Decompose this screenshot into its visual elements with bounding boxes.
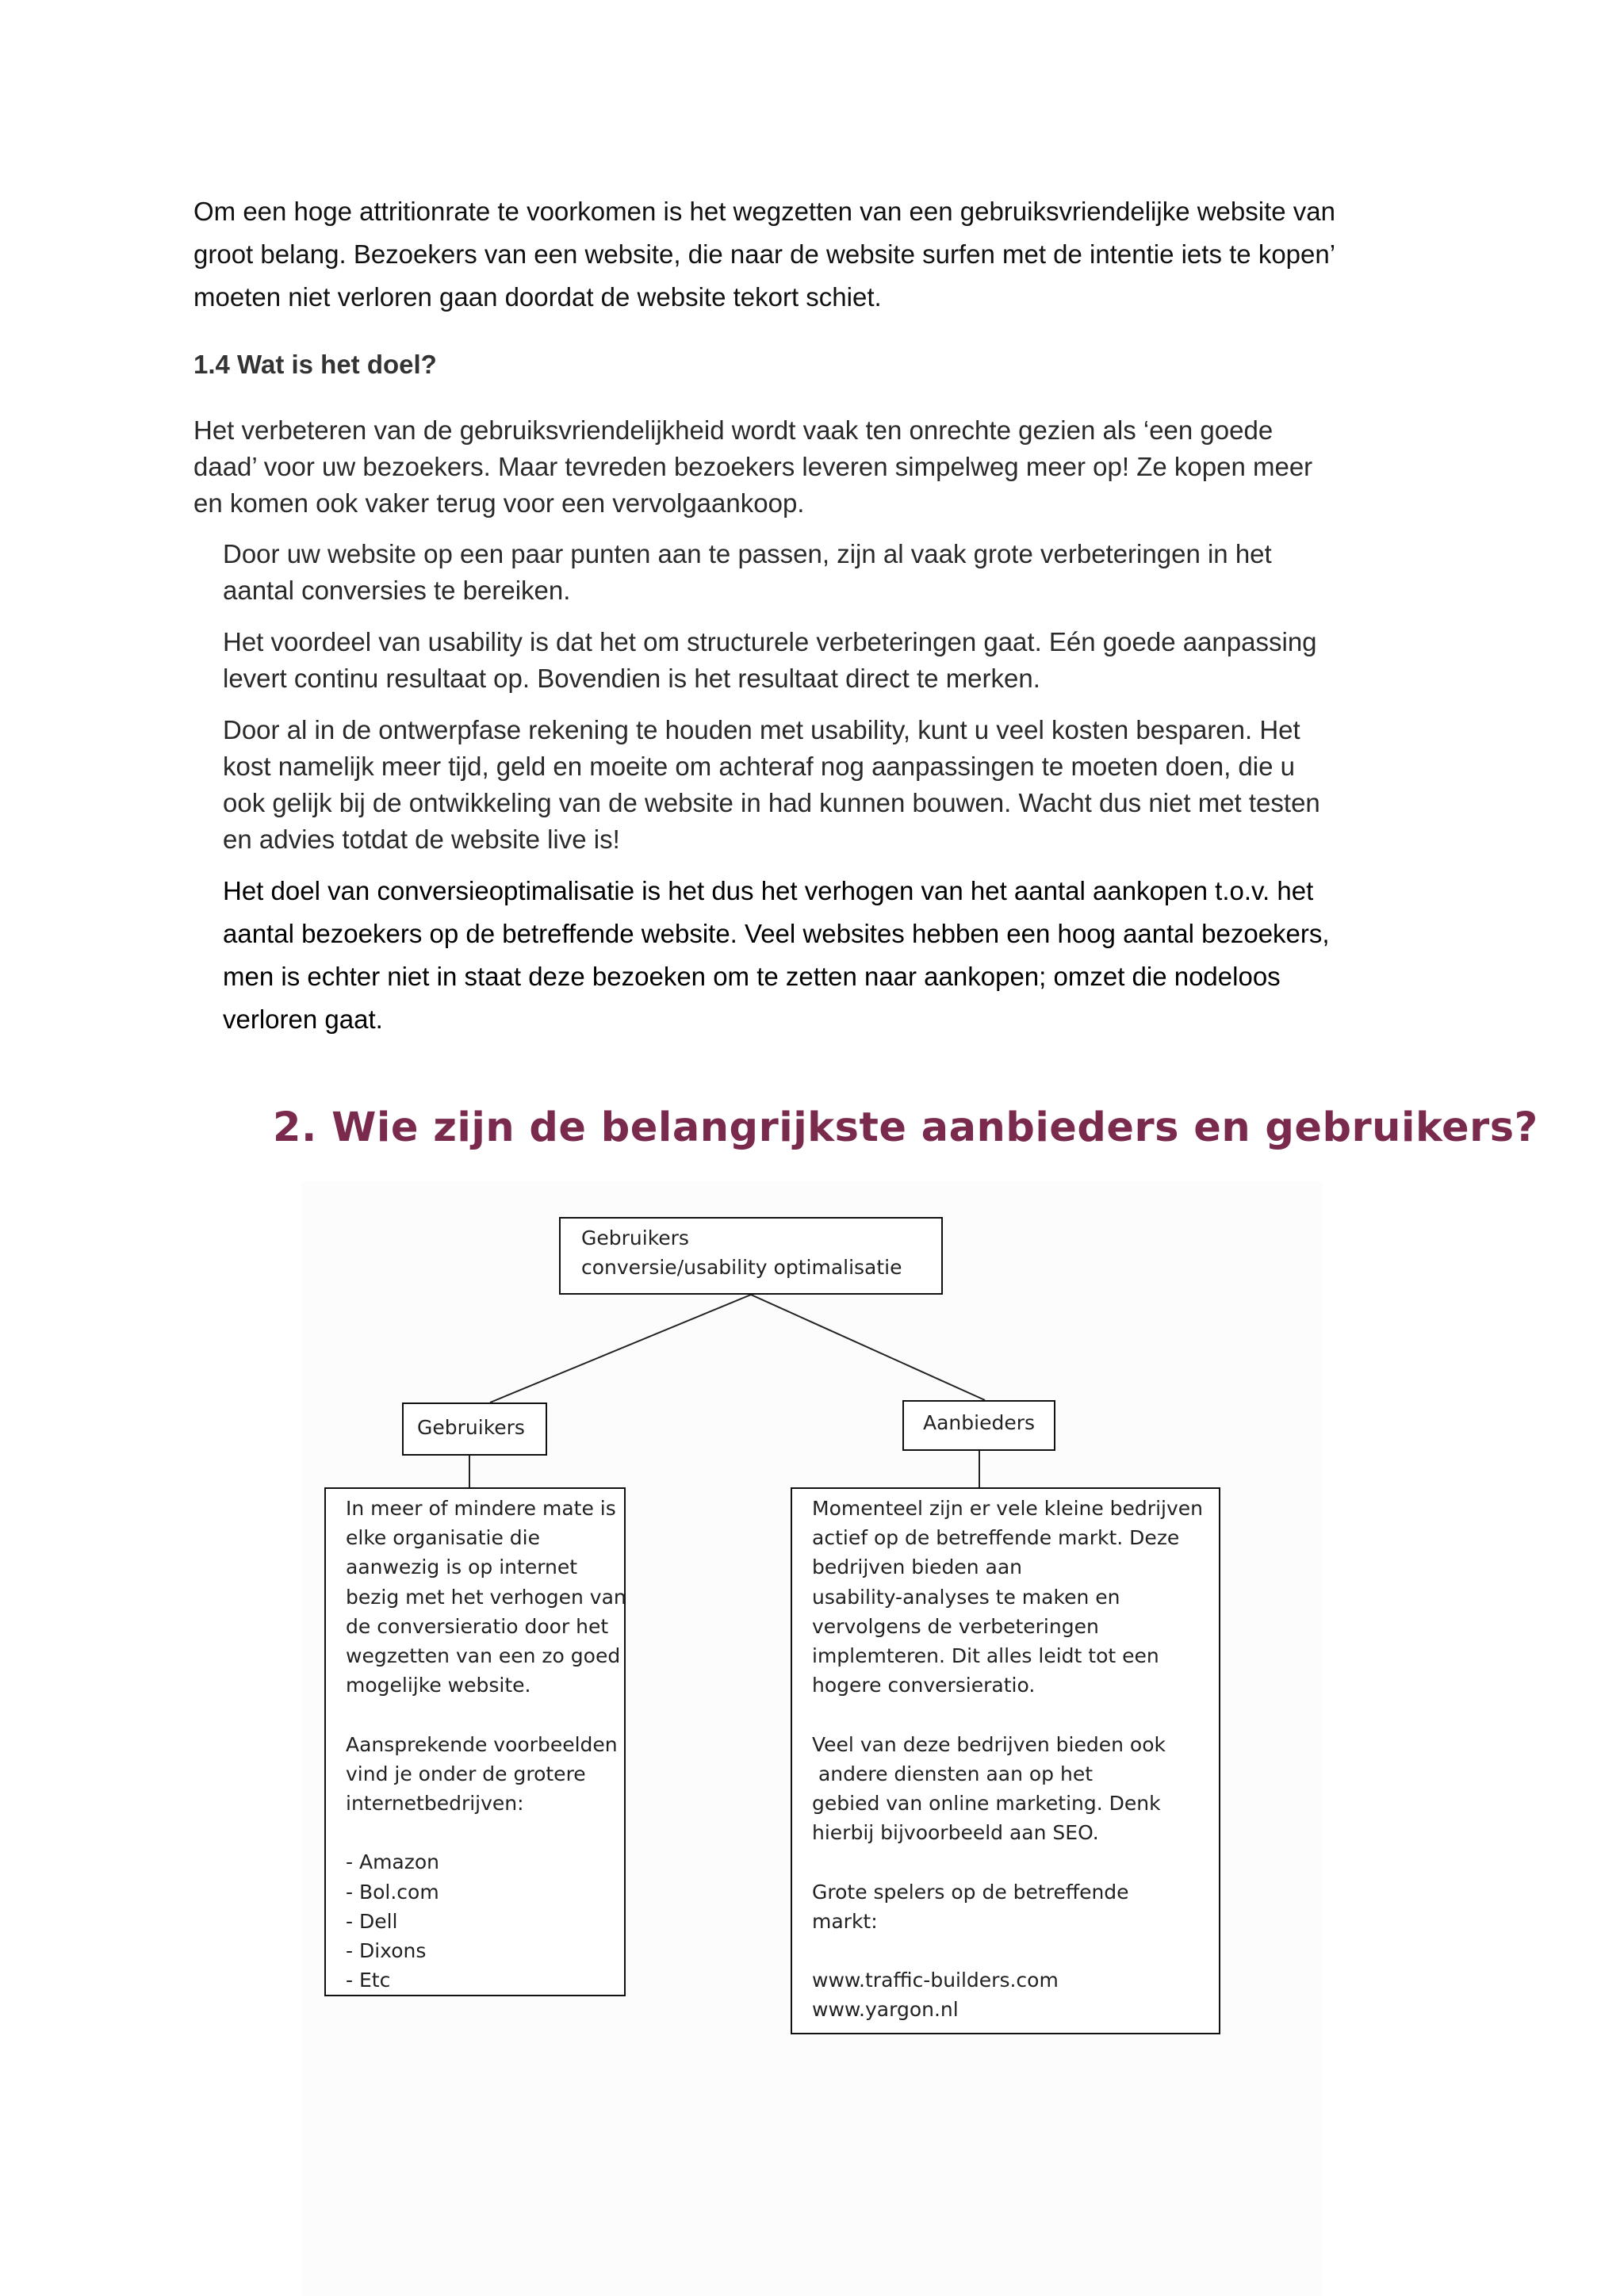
text-line: aantal bezoekers op de betreffende website. Veel websites hebben een hoog aantal bezoekers,	[223, 919, 1330, 948]
desc-line: actief op de betreffende markt. Deze	[812, 1526, 1180, 1550]
root-node-line: Gebruikers	[581, 1226, 689, 1249]
text-line: verloren gaat.	[223, 1004, 383, 1034]
desc-line: bezig met het verhogen van	[346, 1585, 626, 1609]
hierarchy-diagram	[301, 1181, 1323, 2296]
text-line: en advies totdat de website live is!	[223, 825, 620, 854]
section-1-4-heading: 1.4 Wat is het doel?	[193, 350, 437, 379]
text-line: Door uw website op een paar punten aan te passen, zijn al vaak grote verbeteringen in het	[223, 539, 1272, 568]
example-list-item: - Dixons	[346, 1939, 427, 1963]
goal-paragraph-5	[223, 870, 1428, 1041]
connector-root-right	[751, 1295, 985, 1400]
text-line: Het doel van conversieoptimalisatie is het dus het verhogen van het aantal aankopen t.o.v. het	[223, 876, 1314, 905]
text-line: aantal conversies te bereiken.	[223, 576, 571, 605]
desc-line: de conversieratio door het	[346, 1614, 609, 1638]
desc-line: wegzetten van een zo goed	[346, 1644, 621, 1668]
text-line: Het voordeel van usability is dat het om structurele verbeteringen gaat. Eén goede aanpassing	[223, 627, 1317, 656]
desc-line: internetbedrijven:	[346, 1792, 524, 1816]
desc-line: implemteren. Dit alles leidt tot een	[812, 1644, 1159, 1668]
gebruikers-node	[402, 1402, 547, 1456]
desc-line: gebied van online marketing. Denk	[812, 1792, 1161, 1816]
goal-paragraph-3	[223, 624, 1428, 697]
desc-line: markt:	[812, 1909, 878, 1933]
goal-paragraph-2	[223, 536, 1428, 609]
example-list-item: - Etc	[346, 1969, 391, 1992]
aanbieders-node	[902, 1400, 1055, 1451]
desc-line: bedrijven bieden aan	[812, 1556, 1022, 1579]
text-line: groot belang. Bezoekers van een website, die naar de website surfen met de intentie iets te kopen’	[193, 239, 1336, 269]
root-node-line: conversie/usability optimalisatie	[581, 1256, 902, 1280]
text-line: ook gelijk bij de ontwikkeling van de website in had kunnen bouwen. Wacht dus niet met testen	[223, 788, 1320, 817]
desc-line: Veel van deze bedrijven bieden ook	[812, 1732, 1166, 1756]
desc-line: mogelijke website.	[346, 1674, 531, 1697]
example-list-item: - Dell	[346, 1909, 398, 1933]
text-line: men is echter niet in staat deze bezoeken om te zetten naar aankopen; omzet die nodeloos	[223, 962, 1281, 991]
text-line: Het verbeteren van de gebruiksvriendelijkheid wordt vaak ten onrechte gezien als ‘een goede	[193, 415, 1274, 445]
aanbieders-label: Aanbieders	[923, 1411, 1036, 1434]
root-node	[559, 1217, 943, 1295]
desc-line: Grote spelers op de betreffende	[812, 1880, 1129, 1904]
gebruikers-description	[324, 1487, 626, 1996]
aanbieders-description	[791, 1487, 1220, 2034]
section-2-heading: 2. Wie zijn de belangrijkste aanbieders en gebruikers?	[273, 1104, 1538, 1151]
desc-line: aanwezig is op internet	[346, 1556, 578, 1579]
website-link: www.yargon.nl	[812, 1998, 959, 2022]
desc-line: andere diensten aan op het	[812, 1762, 1094, 1785]
text-line: Door al in de ontwerpfase rekening te houden met usability, kunt u veel kosten besparen. Het	[223, 715, 1300, 744]
desc-line: hogere conversieratio.	[812, 1674, 1036, 1697]
text-line: en komen ook vaker terug voor een vervolgaankoop.	[193, 488, 805, 518]
example-list-item: - Amazon	[346, 1850, 440, 1874]
gebruikers-label: Gebruikers	[417, 1416, 525, 1439]
text-line: daad’ voor uw bezoekers. Maar tevreden bezoekers leveren simpelweg meer op! Ze kopen meer	[193, 452, 1313, 481]
intro-paragraph	[193, 190, 1431, 319]
desc-line: vervolgens de verbeteringen	[812, 1614, 1099, 1638]
desc-line: Aansprekende voorbeelden	[346, 1732, 618, 1756]
text-line: Om een hoge attritionrate te voorkomen is het wegzetten van een gebruiksvriendelijke website van	[193, 197, 1335, 226]
example-list-item: - Bol.com	[346, 1880, 439, 1904]
desc-line: hierbij bijvoorbeeld aan SEO.	[812, 1821, 1099, 1845]
desc-line: In meer of mindere mate is	[346, 1497, 616, 1520]
website-link: www.traffic-builders.com	[812, 1969, 1059, 1992]
goal-paragraph-4	[223, 712, 1428, 858]
desc-line: vind je onder de grotere	[346, 1762, 586, 1785]
desc-line: usability-analyses te maken en	[812, 1585, 1120, 1609]
text-line: levert continu resultaat op. Bovendien is het resultaat direct te merken.	[223, 664, 1040, 693]
text-line: moeten niet verloren gaan doordat de website tekort schiet.	[193, 282, 882, 312]
goal-paragraph-1	[193, 412, 1431, 522]
connector-root-left	[490, 1295, 751, 1402]
text-line: kost namelijk meer tijd, geld en moeite om achteraf nog aanpassingen te moeten doen, die u	[223, 752, 1295, 781]
desc-line: Momenteel zijn er vele kleine bedrijven	[812, 1497, 1203, 1520]
desc-line: elke organisatie die	[346, 1526, 540, 1550]
